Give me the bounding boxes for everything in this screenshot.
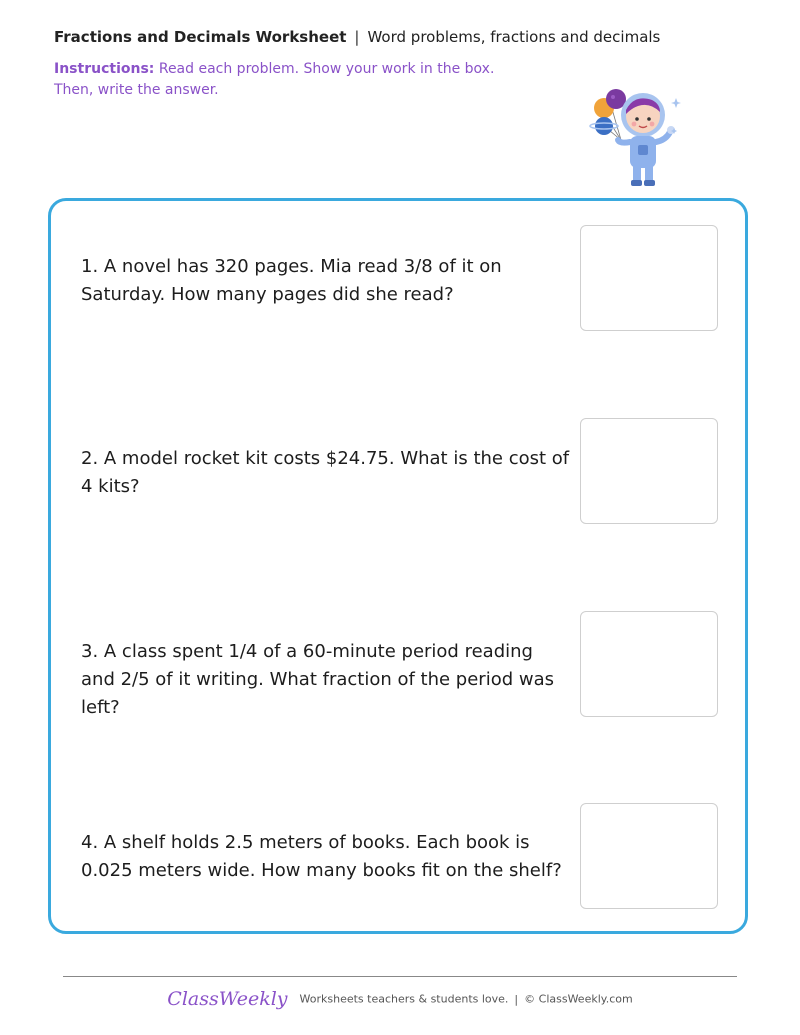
worksheet-header [54, 28, 660, 46]
footer [0, 988, 800, 1010]
footer-tagline: Worksheets teachers & students love. [299, 992, 509, 1006]
classweekly-logo: ClassWeekly [167, 988, 288, 1010]
instructions-label: Instructions: [54, 61, 155, 77]
answer-box-1[interactable] [580, 225, 718, 331]
problem-1: 1. A novel has 320 pages. Mia read 3/8 of it on Saturday. How many pages did she read? [81, 256, 502, 305]
astronaut-with-balloons-icon [588, 88, 684, 188]
footer-divider [63, 976, 737, 977]
instructions-text: Read each problem. Show your work in the box. Then, write the answer. [54, 61, 495, 98]
problem-4: 4. A shelf holds 2.5 meters of books. Each book is 0.025 meters wide. How many books fit on the shelf? [81, 832, 562, 881]
problem-3: 3. A class spent 1/4 of a 60-minute period reading and 2/5 of it writing. What fraction of the period was left? [81, 641, 554, 718]
answer-box-2[interactable] [580, 418, 718, 524]
footer-copyright: © ClassWeekly.com [524, 992, 633, 1006]
worksheet-subtitle: Word problems, fractions and decimals [367, 28, 661, 46]
footer-separator: | [514, 992, 519, 1006]
answer-box-4[interactable] [580, 803, 718, 909]
header-separator: | [354, 28, 360, 46]
problem-2: 2. A model rocket kit costs $24.75. What is the cost of 4 kits? [81, 448, 570, 497]
instructions [54, 59, 534, 101]
answer-box-3[interactable] [580, 611, 718, 717]
worksheet-title: Fractions and Decimals Worksheet [54, 28, 347, 46]
